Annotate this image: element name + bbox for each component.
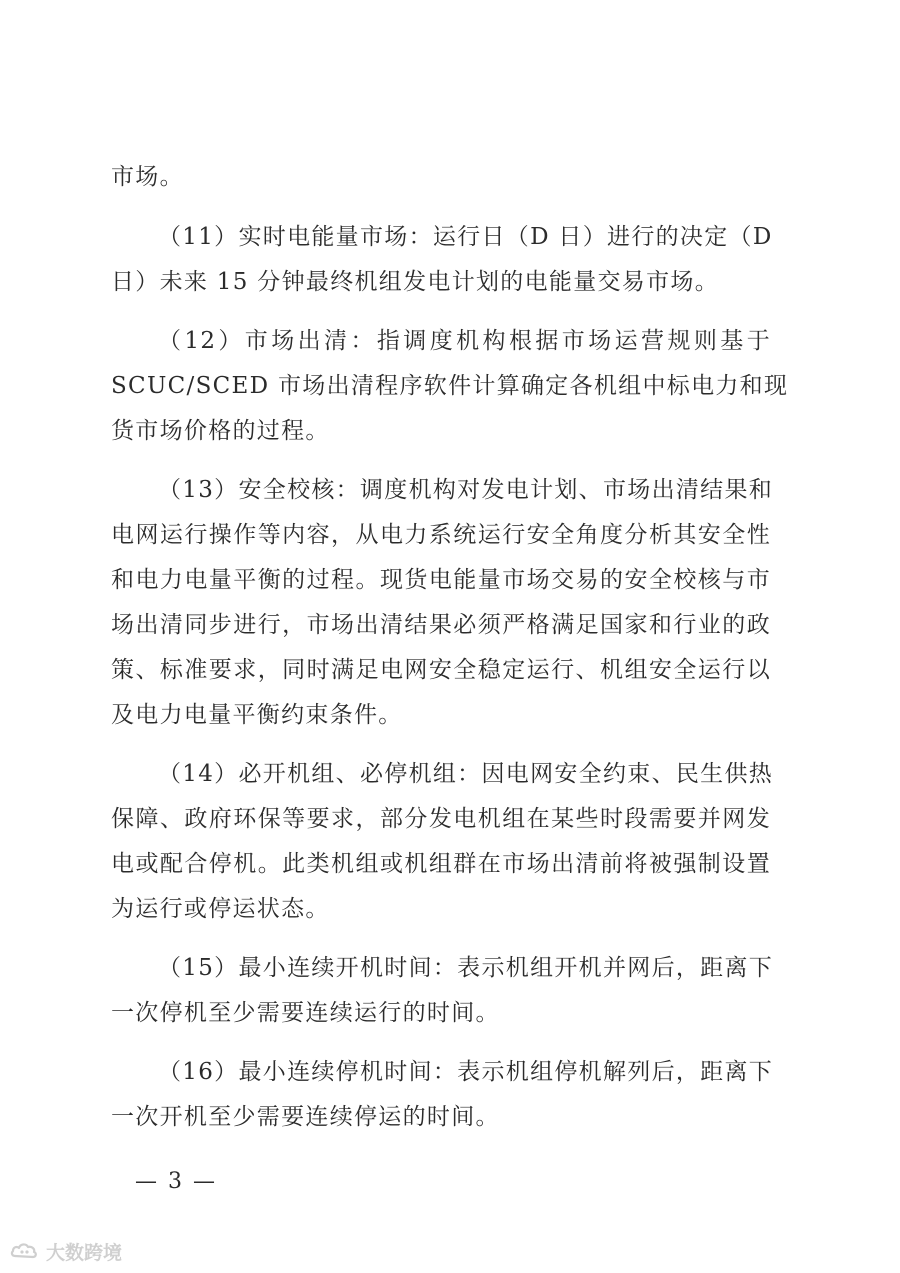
paragraph-11-line-2: 日）未来 15 分钟最终机组发电计划的电能量交易市场。 [111,269,719,295]
paragraph-13-line-5: 策、标准要求，同时满足电网安全稳定运行、机组安全运行以 [111,657,771,683]
watermark [10,1236,122,1266]
paragraph-12-line-2: SCUC/SCED 市场出清程序软件计算确定各机组中标电力和现 [111,373,789,399]
paragraph-14-line-2: 保障、政府环保等要求，部分发电机组在某些时段需要并网发 [111,806,771,832]
paragraph-16-line-2: 一次开机至少需要连续停运的时间。 [111,1104,500,1130]
paragraph-13-line-4: 场出清同步进行，市场出清结果必须严格满足国家和行业的政 [111,612,771,638]
paragraph-14-line-4: 为运行或停运状态。 [111,896,330,922]
paragraph-16-line-1: （16）最小连续停机时间：表示机组停机解列后，距离下 [158,1059,774,1085]
cloud-logo-icon [10,1239,40,1263]
paragraph-12-line-3: 货市场价格的过程。 [111,418,330,444]
paragraph-11-line-1: （11）实时电能量市场：运行日（D 日）进行的决定（D [158,224,773,250]
watermark-text: 大数跨境 [46,1241,123,1264]
paragraph-15-line-2: 一次停机至少需要连续运行的时间。 [111,1000,500,1026]
page-number: — 3 — [135,1169,217,1194]
paragraph-13-line-6: 及电力电量平衡约束条件。 [111,702,403,728]
paragraph-13-line-1: （13）安全校核：调度机构对发电计划、市场出清结果和 [158,477,774,503]
paragraph-12-line-1: （12）市场出清：指调度机构根据市场运营规则基于 [158,328,771,354]
paragraph-14-line-3: 电或配合停机。此类机组或机组群在市场出清前将被强制设置 [111,851,771,877]
paragraph-13-line-3: 和电力电量平衡的过程。现货电能量市场交易的安全校核与市 [111,567,771,593]
paragraph-10-line-1: 市场。 [111,164,184,190]
paragraph-15-line-1: （15）最小连续开机时间：表示机组开机并网后，距离下 [158,955,774,981]
paragraph-13-line-2: 电网运行操作等内容，从电力系统运行安全角度分析其安全性 [111,522,771,548]
paragraph-14-line-1: （14）必开机组、必停机组：因电网安全约束、民生供热 [158,761,774,787]
